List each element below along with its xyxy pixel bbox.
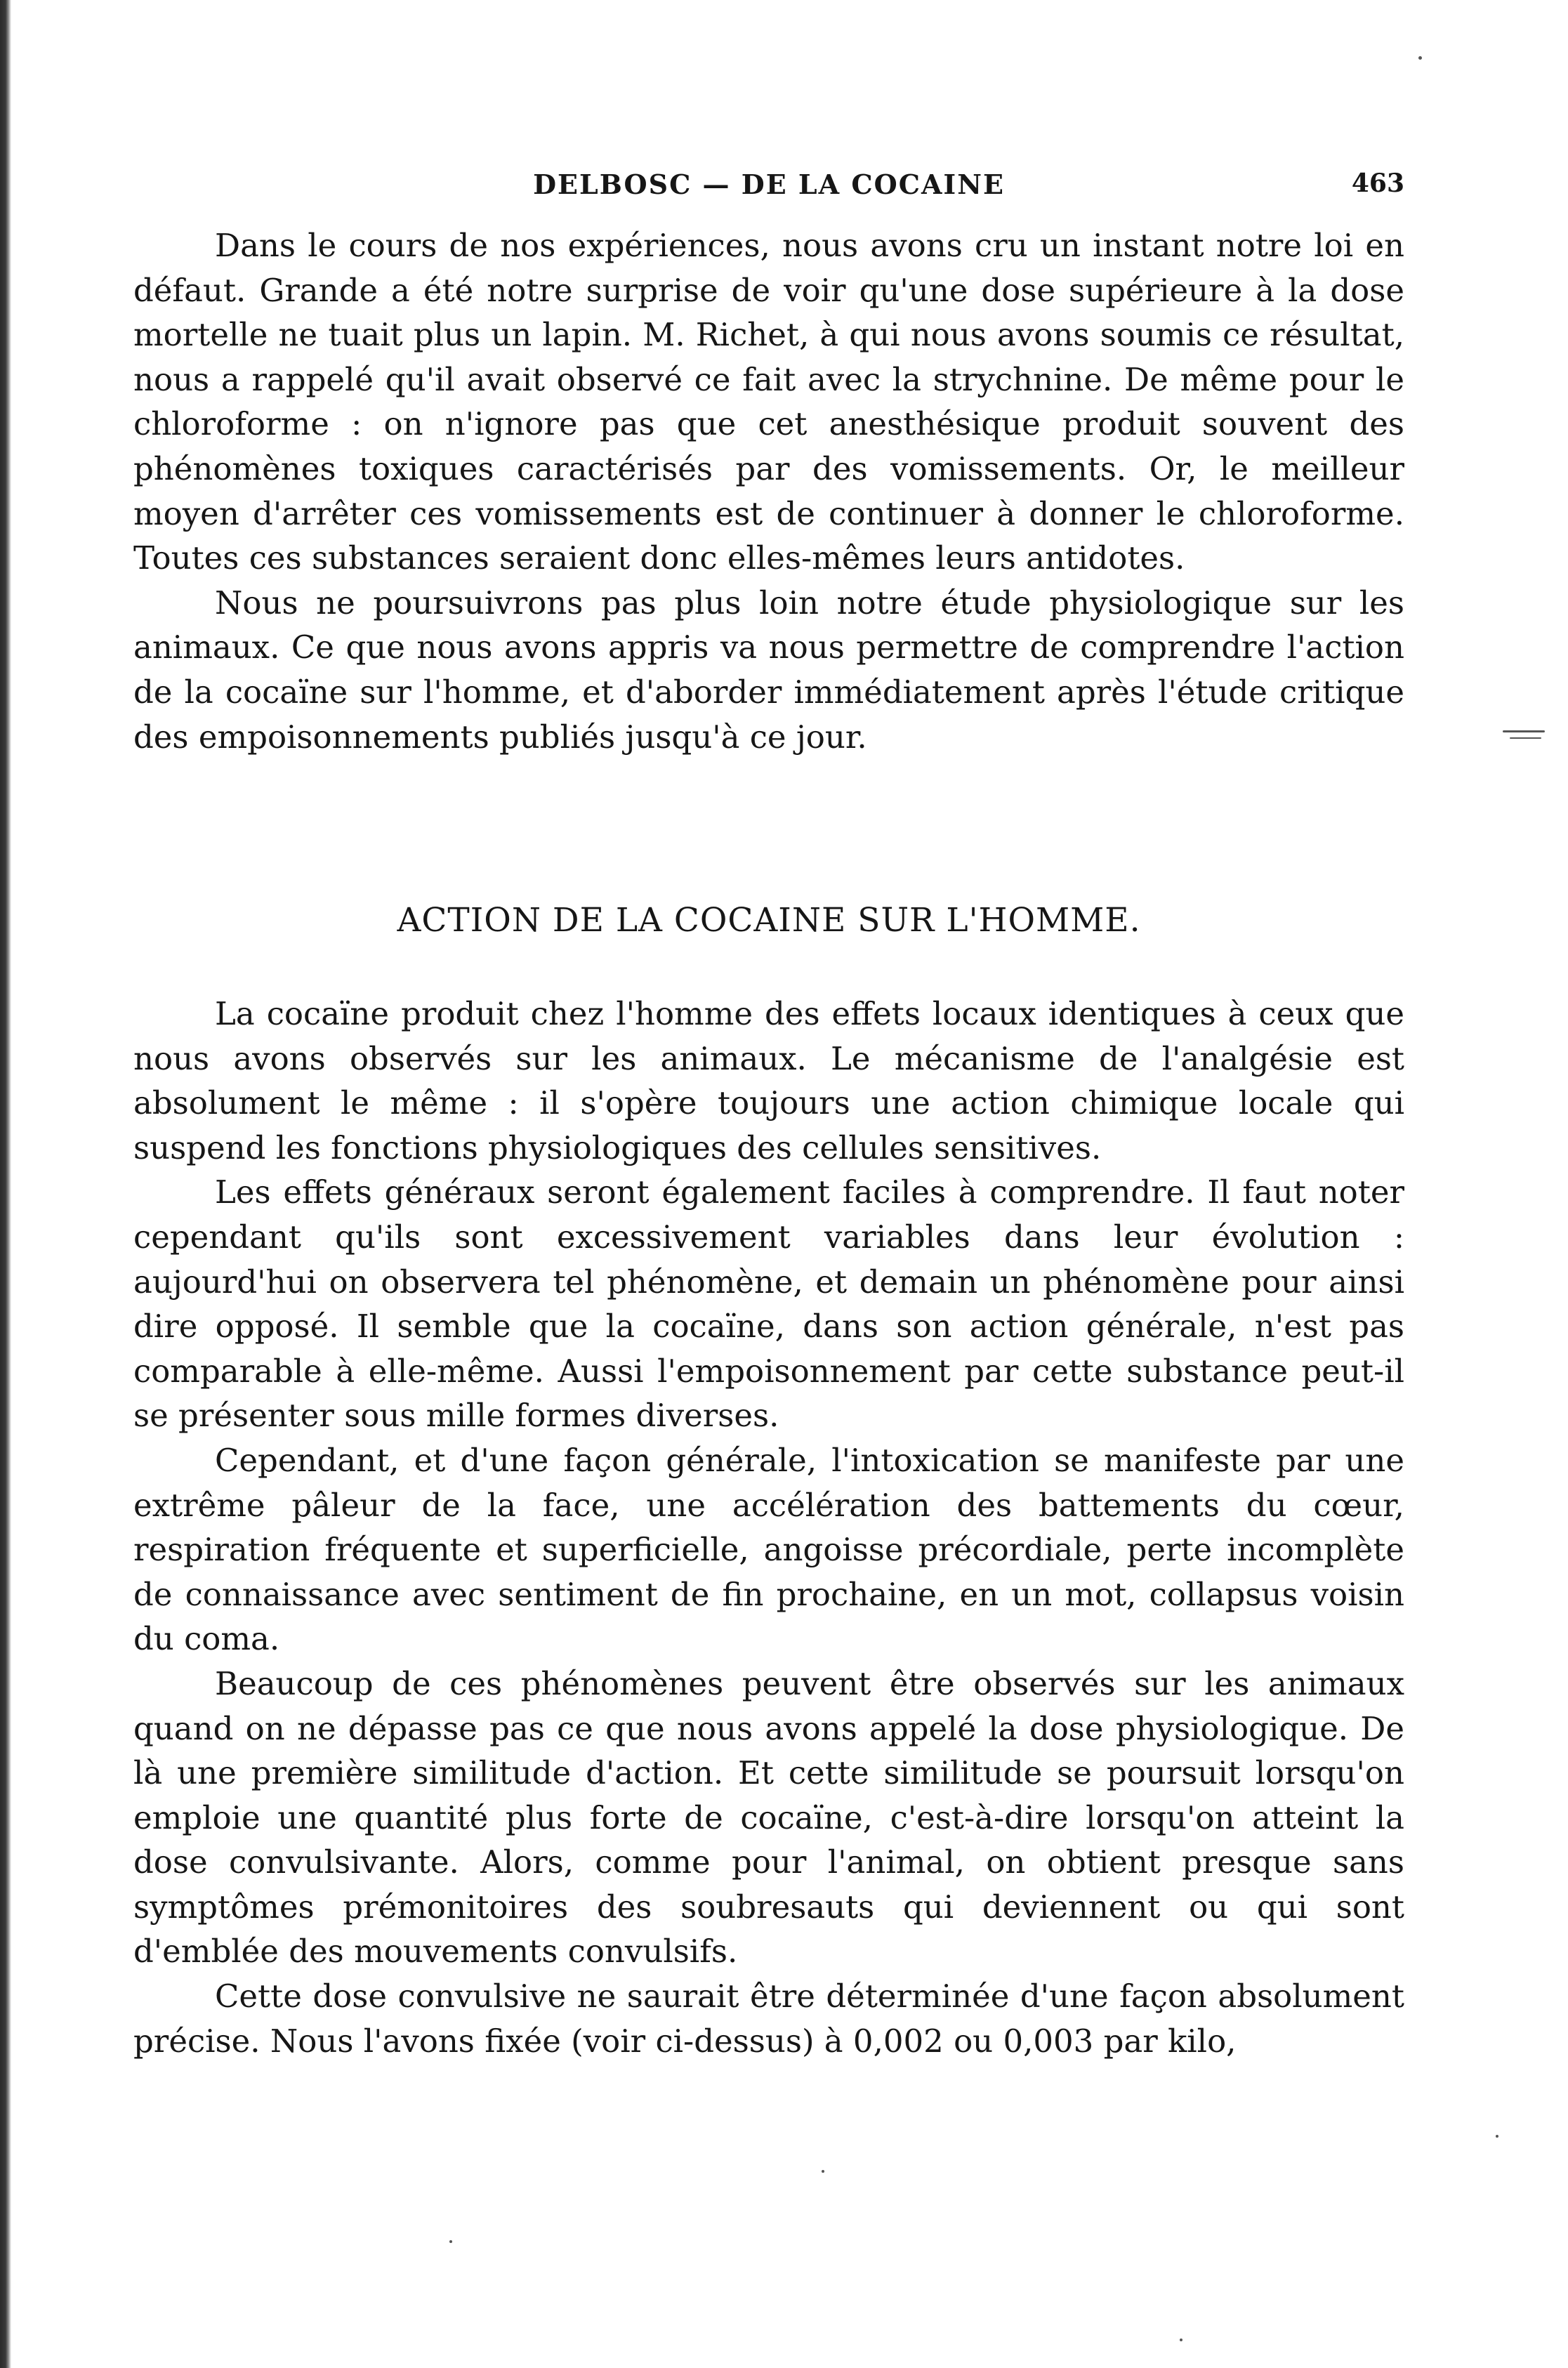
scan-speck bbox=[1180, 2339, 1182, 2341]
running-title: DELBOSC — DE LA COCAINE bbox=[533, 169, 1005, 200]
scan-binding-edge bbox=[0, 0, 11, 2368]
margin-mark bbox=[1503, 730, 1545, 732]
paragraph: Cette dose convulsive ne saurait être déterminée d'une façon absolument précise. Nous l'avons fixée (voir ci-dessus) à 0,002 ou 0,003 par kilo, bbox=[133, 1978, 1404, 2060]
scan-speck bbox=[822, 2170, 824, 2173]
scan-speck bbox=[449, 2240, 452, 2243]
paragraph: Nous ne poursuivrons pas plus loin notre étude physiologique sur les animaux. Ce que nous avons appris va nous permettre de comprendre l'action de la cocaïne sur l'homme, et d'aborder immédiatement après l'étude critique des empoisonnements publiés jusqu'à ce jour. bbox=[133, 584, 1404, 756]
section-two-body bbox=[133, 992, 1404, 2063]
scan-speck bbox=[1418, 56, 1422, 60]
paragraph: Les effets généraux seront également faciles à comprendre. Il faut noter cependant qu'ils sont excessivement variables dans leur évolution : aujourd'hui on observera tel phénomène, et demain un phénomène pour ainsi dire opposé. Il semble que la cocaïne, dans son action générale, n'est pas comparable à elle-même. Aussi l'empoisonnement par cette substance peut-il se présenter sous mille formes diverses. bbox=[133, 1173, 1404, 1435]
paragraph: La cocaïne produit chez l'homme des effets locaux identiques à ceux que nous avons observés sur les animaux. Le mécanisme de l'analgésie est absolument le même : il s'opère toujours une action chimique locale qui suspend les fonctions physiologiques des cellules sensitives. bbox=[133, 995, 1404, 1166]
paragraph: Cependant, et d'une façon générale, l'intoxication se manifeste par une extrême pâleur de la face, une accélération des battements du cœur, respiration fréquente et superficielle, angoisse précordiale, perte incomplète de connaissance avec sentiment de fin prochaine, en un mot, collapsus voisin du coma. bbox=[133, 1441, 1404, 1658]
page-number: 463 bbox=[1351, 169, 1404, 198]
margin-mark bbox=[1510, 737, 1541, 739]
section-one-body bbox=[133, 223, 1404, 759]
paragraph: Dans le cours de nos expériences, nous avons cru un instant notre loi en défaut. Grande a été notre surprise de voir qu'une dose supérieure à la dose mortelle ne tuait plus un lapin. M. Richet, à qui nous avons soumis ce résultat, nous a rappelé qu'il avait observé ce fait avec la strychnine. De même pour le chloroforme : on n'ignore pas que cet anesthésique produit souvent des phénomènes toxiques caractérisés par des vomissements. Or, le meilleur moyen d'arrêter ces vomissements est de continuer à donner le chloroforme. Toutes ces substances seraient donc elles-mêmes leurs antidotes. bbox=[133, 227, 1404, 577]
paragraph: Beaucoup de ces phénomènes peuvent être observés sur les animaux quand on ne dépasse pas ce que nous avons appelé la dose physiologique. De là une première similitude d'action. Et cette similitude se poursuit lorsqu'on emploie une quantité plus forte de cocaïne, c'est-à-dire lorsqu'on atteint la dose convulsivante. Alors, comme pour l'animal, on obtient presque sans symptômes prémonitoires des soubresauts qui deviennent ou qui sont d'emblée des mouvements convulsifs. bbox=[133, 1664, 1404, 1971]
scan-speck bbox=[1496, 2135, 1498, 2138]
page-header bbox=[133, 169, 1404, 211]
section-heading: ACTION DE LA COCAINE SUR L'HOMME. bbox=[397, 901, 1141, 940]
